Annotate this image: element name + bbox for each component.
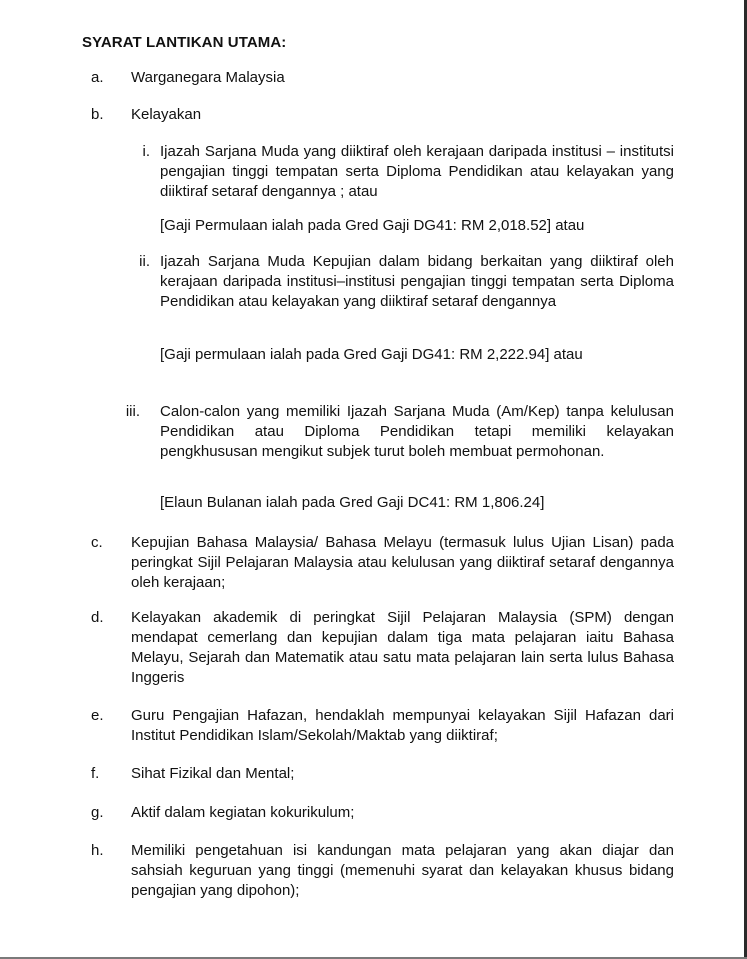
item-e-text: Guru Pengajian Hafazan, hendaklah mempunyai kelayakan Sijil Hafazan dari Institut Pendidikan Islam/Sekolah/Maktab yang diiktiraf; xyxy=(131,707,674,744)
item-g-text: Aktif dalam kegiatan kokurikulum; xyxy=(131,804,355,821)
sub-ii-text: Ijazah Sarjana Muda Kepujian dalam bidang berkaitan yang diiktiraf oleh kerajaan daripada institusi–institusi pengajian tinggi tempatan serta Diploma Pendidikan atau kelayakan yang diiktiraf setaraf dengannya xyxy=(160,253,674,310)
sub-i-text: Ijazah Sarjana Muda yang diiktiraf oleh kerajaan daripada institusi – institutsi pengajian tinggi tempatan serta Diploma Pendidikan atau kelayakan yang diiktiraf setaraf dengannya ; atau xyxy=(160,143,674,200)
sub-ii-marker: ii. xyxy=(139,253,150,270)
item-d-marker: d. xyxy=(91,609,104,626)
sub-iii-text: Calon-calon yang memiliki Ijazah Sarjana Muda (Am/Kep) tanpa kelulusan Pendidikan atau Diploma Pendidikan tetapi memiliki kelayakan pengkhususan mengikut subjek turut boleh membuat permohonan. xyxy=(160,403,674,460)
sub-i-salary-note: [Gaji Permulaan ialah pada Gred Gaji DG41: RM 2,018.52] atau xyxy=(160,217,585,234)
item-h-marker: h. xyxy=(91,842,104,859)
item-e-marker: e. xyxy=(91,707,104,724)
item-h-text: Memiliki pengetahuan isi kandungan mata pelajaran yang akan diajar dan sahsiah keguruan yang tinggi (memenuhi syarat dan kelayakan khusus bidang pengajian yang dipohon); xyxy=(131,842,674,899)
sub-ii-salary-note: [Gaji permulaan ialah pada Gred Gaji DG41: RM 2,222.94] atau xyxy=(160,346,583,363)
item-c-marker: c. xyxy=(91,534,103,551)
item-g-marker: g. xyxy=(91,804,104,821)
item-f-marker: f. xyxy=(91,765,100,782)
item-b-marker: b. xyxy=(91,106,104,123)
item-f-text: Sihat Fizikal dan Mental; xyxy=(131,765,295,782)
item-c-text: Kepujian Bahasa Malaysia/ Bahasa Melayu (termasuk lulus Ujian Lisan) pada peringkat Sijil Pelajaran Malaysia atau kelulusan yang diiktiraf setaraf dengannya oleh kerajaan; xyxy=(131,534,674,591)
sub-iii-marker: iii. xyxy=(125,403,140,420)
item-a-text: Warganegara Malaysia xyxy=(131,69,285,86)
item-a-marker: a. xyxy=(91,69,104,86)
sub-i-marker: i. xyxy=(142,143,150,160)
sub-iii-allowance-note: [Elaun Bulanan ialah pada Gred Gaji DC41: RM 1,806.24] xyxy=(160,494,545,511)
item-b-text: Kelayakan xyxy=(131,106,202,123)
page-title: SYARAT LANTIKAN UTAMA: xyxy=(82,34,287,51)
item-d-text: Kelayakan akademik di peringkat Sijil Pelajaran Malaysia (SPM) dengan mendapat cemerlang dan kepujian dalam tiga mata pelajaran iaitu Bahasa Melayu, Sejarah dan Matematik atau satu mata pelajaran lain serta lulus Bahasa Inggeris xyxy=(131,609,674,686)
